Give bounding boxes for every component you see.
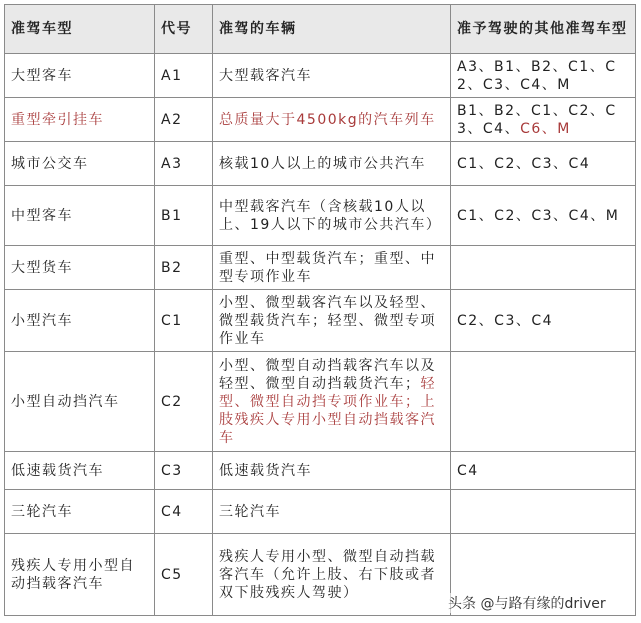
table-row	[5, 142, 636, 186]
vehicles-cell: 残疾人专用小型、微型自动挡载客汽车（允许上肢、右下肢或者双下肢残疾人驾驶）	[213, 534, 451, 616]
vehicles-text: 小型、微型自动挡载客汽车以及轻型、微型自动挡载货汽车；	[219, 357, 436, 392]
other-classes-cell	[451, 352, 636, 452]
vehicle-type-cell: 重型牵引挂车	[5, 98, 155, 142]
table-row	[5, 290, 636, 352]
vehicles-cell: 低速载货汽车	[213, 452, 451, 490]
vehicle-type-cell: 低速载货汽车	[5, 452, 155, 490]
table-row	[5, 352, 636, 452]
vehicles-cell: 重型、中型载货汽车；重型、中型专项作业车	[213, 246, 451, 290]
vehicles-cell: 核载10人以上的城市公共汽车	[213, 142, 451, 186]
code-cell: A2	[155, 98, 213, 142]
other-classes-highlight: C6、M	[520, 120, 571, 137]
code-cell: C1	[155, 290, 213, 352]
other-classes-cell: C4	[451, 452, 636, 490]
code-cell: C3	[155, 452, 213, 490]
vehicles-cell	[213, 352, 451, 452]
code-cell: C4	[155, 490, 213, 534]
table-row	[5, 98, 636, 142]
other-classes-text: B1、B2、C1、C2、C3、C4、	[457, 102, 617, 137]
vehicle-type-cell: 小型自动挡汽车	[5, 352, 155, 452]
vehicles-cell: 总质量大于4500kg的汽车列车	[213, 98, 451, 142]
other-classes-cell: C1、C2、C3、C4	[451, 142, 636, 186]
code-cell: B1	[155, 186, 213, 246]
code-cell: C5	[155, 534, 213, 616]
table-row	[5, 246, 636, 290]
code-cell: A1	[155, 54, 213, 98]
other-classes-cell: C2、C3、C4	[451, 290, 636, 352]
table-row	[5, 54, 636, 98]
vehicles-cell: 三轮汽车	[213, 490, 451, 534]
vehicle-type-cell: 大型货车	[5, 246, 155, 290]
other-classes-cell	[451, 490, 636, 534]
header-code: 代号	[155, 5, 213, 54]
table-header-row	[5, 5, 636, 54]
vehicles-highlight: 轻型、微型自动挡专项作业车；上肢残疾人专用小型自动挡载客汽车	[219, 375, 436, 446]
code-cell: A3	[155, 142, 213, 186]
other-classes-cell: C1、C2、C3、C4、M	[451, 186, 636, 246]
vehicle-type-cell: 中型客车	[5, 186, 155, 246]
other-classes-cell	[451, 98, 636, 142]
header-other-classes: 准予驾驶的其他准驾车型	[451, 5, 636, 54]
vehicles-cell: 小型、微型载客汽车以及轻型、微型载货汽车；轻型、微型专项作业车	[213, 290, 451, 352]
vehicle-type-cell: 城市公交车	[5, 142, 155, 186]
code-cell: B2	[155, 246, 213, 290]
other-classes-cell: A3、B1、B2、C1、C2、C3、C4、M	[451, 54, 636, 98]
table-row	[5, 186, 636, 246]
header-permitted-vehicles: 准驾的车辆	[213, 5, 451, 54]
table-row	[5, 452, 636, 490]
other-classes-cell	[451, 246, 636, 290]
vehicle-type-cell: 大型客车	[5, 54, 155, 98]
vehicle-type-cell: 残疾人专用小型自动挡载客汽车	[5, 534, 155, 616]
vehicle-class-table	[4, 4, 636, 616]
vehicles-cell: 大型载客汽车	[213, 54, 451, 98]
vehicle-type-cell: 小型汽车	[5, 290, 155, 352]
watermark-label: 头条 @与路有缘的driver	[446, 593, 608, 613]
vehicles-cell: 中型载客汽车（含核载10人以上、19人以下的城市公共汽车）	[213, 186, 451, 246]
table-row	[5, 490, 636, 534]
header-vehicle-type: 准驾车型	[5, 5, 155, 54]
code-cell: C2	[155, 352, 213, 452]
vehicle-type-cell: 三轮汽车	[5, 490, 155, 534]
